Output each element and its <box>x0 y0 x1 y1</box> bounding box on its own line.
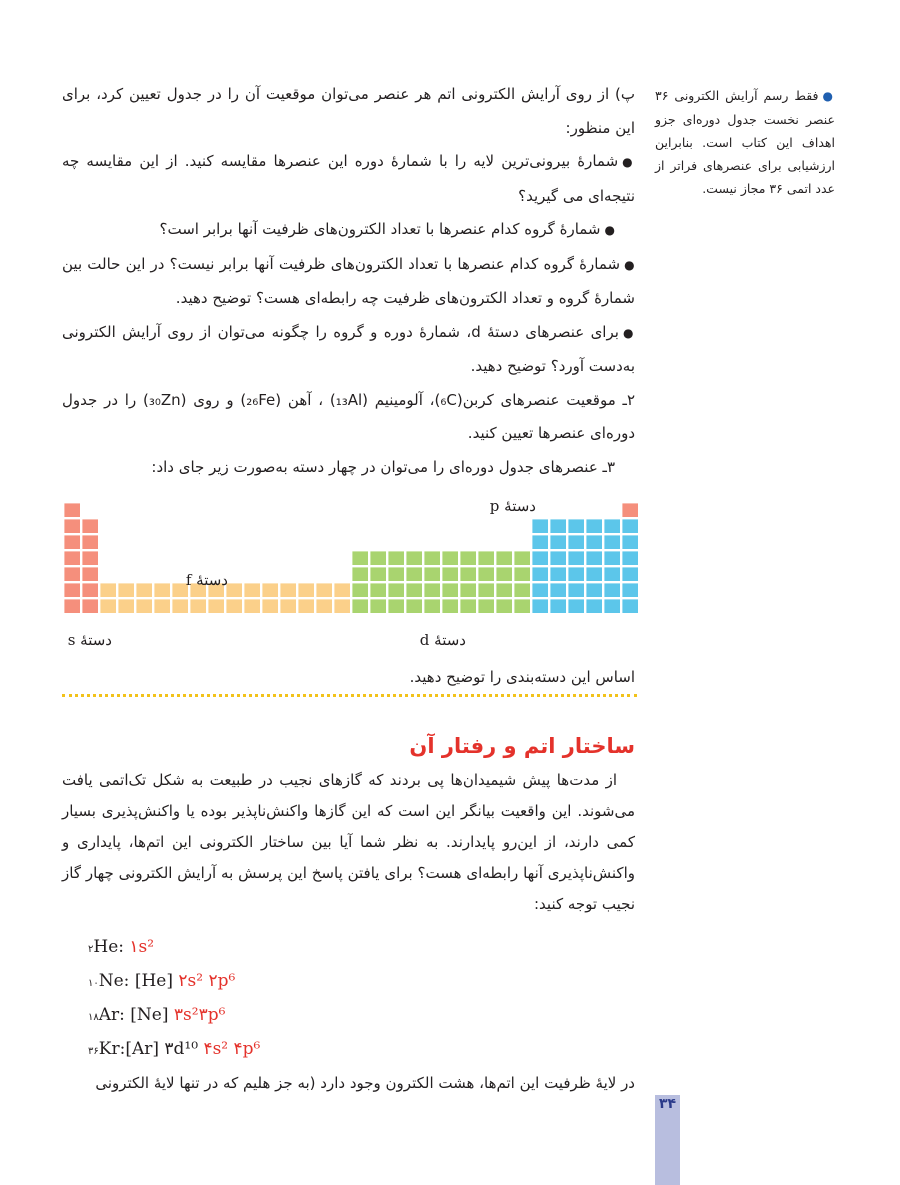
element-cell <box>586 519 602 533</box>
p-block-label: دستهٔ p <box>489 497 536 515</box>
element-cell <box>154 583 170 597</box>
element-cell <box>424 583 440 597</box>
element-cell <box>478 551 494 565</box>
element-cell <box>172 599 188 613</box>
page-number: ۳۴ <box>658 1096 677 1112</box>
element-cell <box>352 551 368 565</box>
element-cell <box>334 583 350 597</box>
element-cell <box>190 599 206 613</box>
element-cell <box>64 535 80 549</box>
element-cell <box>568 535 584 549</box>
element-cell <box>244 583 260 597</box>
paragraph-text: از مدت‌ها پیش شیمیدان‌ها پی بردند که گازهای نجیب در طبیعت به شکل تک‌اتمی یافت می‌شوند. این واقعیت بیانگر این است که این گازها واکنش‌ناپذیر بوده یا واکنش‌پذیری بسیار کمی دارند، از این‌رو پایدارند. به نظر شما آیا بین ساختار الکترونی این اتم‌ها، پایداری و واکنش‌ناپذیری آنها رابطه‌ای هست؟ برای یافتن پاسخ این پرسش به آرایش الکترونی چهار گاز نجیب توجه کنید: <box>62 771 635 913</box>
element-cell <box>298 599 314 613</box>
element-cell <box>478 567 494 581</box>
element-cell <box>514 583 530 597</box>
element-cell <box>244 599 260 613</box>
s-block-label: دستهٔ s <box>67 631 112 649</box>
element-cell <box>388 567 404 581</box>
element-cell <box>550 567 566 581</box>
element-cell <box>460 583 476 597</box>
element-cell <box>154 599 170 613</box>
element-cell <box>406 567 422 581</box>
element-cell <box>550 551 566 565</box>
element-cell <box>532 535 548 549</box>
element-cell <box>316 583 332 597</box>
element-cell <box>370 567 386 581</box>
element-cell <box>82 567 98 581</box>
element-cell <box>604 599 620 613</box>
element-cell <box>316 599 332 613</box>
bullet-item: ● شمارهٔ گروه کدام عنصرها با تعداد الکترون‌های ظرفیت آنها برابر است؟ <box>62 213 635 248</box>
element-cell <box>64 567 80 581</box>
element-cell <box>622 519 638 533</box>
element-cell <box>622 503 638 517</box>
element-cell <box>586 567 602 581</box>
element-cell <box>496 567 512 581</box>
exercise-text <box>62 78 635 484</box>
element-cell <box>388 551 404 565</box>
element-cell <box>280 583 296 597</box>
element-cell <box>442 567 458 581</box>
intro-paragraph: پ) از روی آرایش الکترونی اتم هر عنصر می‌توان موقعیت آن را در جدول تعیین کرد، برای این منظور: <box>62 85 635 137</box>
bullet-dot-icon: ● <box>822 89 835 103</box>
element-cell <box>352 567 368 581</box>
element-cell <box>532 599 548 613</box>
element-cell <box>82 519 98 533</box>
element-cell <box>550 599 566 613</box>
config-line: ۲He: ۱s² <box>88 937 155 957</box>
element-cell <box>586 535 602 549</box>
element-cell <box>424 567 440 581</box>
element-cell <box>604 519 620 533</box>
section-heading: ساختار اتم و رفتار آن <box>409 734 635 758</box>
element-cell <box>208 599 224 613</box>
element-cell <box>64 599 80 613</box>
element-cell <box>298 583 314 597</box>
element-cell <box>496 551 512 565</box>
element-cell <box>568 583 584 597</box>
element-cell <box>424 599 440 613</box>
element-cell <box>604 583 620 597</box>
element-cell <box>136 583 152 597</box>
last-line: در لایهٔ ظرفیت این اتم‌ها، هشت الکترون وجود دارد (به جز هلیم که در تنها لایهٔ الکترونی <box>95 1074 635 1092</box>
element-cell <box>622 535 638 549</box>
element-cell <box>406 599 422 613</box>
element-cell <box>118 599 134 613</box>
element-cell <box>622 599 638 613</box>
element-cell <box>532 551 548 565</box>
element-cell <box>100 599 116 613</box>
element-cell <box>64 503 80 517</box>
element-cell <box>532 567 548 581</box>
element-cell <box>478 583 494 597</box>
element-cell <box>334 599 350 613</box>
element-cell <box>82 551 98 565</box>
element-cell <box>568 599 584 613</box>
element-cell <box>604 535 620 549</box>
element-cell <box>586 583 602 597</box>
f-block-label: دستهٔ f <box>185 571 228 589</box>
table-cells <box>64 503 638 613</box>
element-cell <box>460 567 476 581</box>
element-cell <box>550 583 566 597</box>
element-cell <box>226 599 242 613</box>
element-cell <box>586 551 602 565</box>
element-cell <box>604 551 620 565</box>
bullet-item: ● شمارهٔ گروه کدام عنصرها با تعداد الکترون‌های ظرفیت آنها برابر نیست؟ در این حالت بین شمارهٔ گروه و تعداد الکترون‌های ظرفیت چه رابطه‌ای هست؟ توضیح دهید. <box>62 248 635 316</box>
element-cell <box>64 551 80 565</box>
element-cell <box>262 599 278 613</box>
periodic-table-blocks <box>60 492 640 657</box>
element-cell <box>226 583 242 597</box>
element-cell <box>64 583 80 597</box>
element-cell <box>532 583 548 597</box>
config-line: ۳۶Kr:[Ar] ۳d¹⁰ ۴s² ۴p⁶ <box>88 1039 261 1059</box>
element-cell <box>424 551 440 565</box>
element-cell <box>100 583 116 597</box>
config-line: ۱۰Ne: [He] ۲s² ۲p⁶ <box>88 971 236 991</box>
element-cell <box>586 599 602 613</box>
element-cell <box>352 599 368 613</box>
element-cell <box>388 583 404 597</box>
element-cell <box>568 567 584 581</box>
element-cell <box>406 551 422 565</box>
element-cell <box>82 583 98 597</box>
electron-configurations <box>88 930 488 1066</box>
element-cell <box>496 599 512 613</box>
element-cell <box>568 551 584 565</box>
element-cell <box>442 551 458 565</box>
element-cell <box>82 535 98 549</box>
element-cell <box>406 583 422 597</box>
table-caption: اساس این دسته‌بندی را توضیح دهید. <box>409 668 635 686</box>
element-cell <box>478 599 494 613</box>
element-cell <box>442 583 458 597</box>
element-cell <box>514 567 530 581</box>
element-cell <box>496 583 512 597</box>
element-cell <box>136 599 152 613</box>
element-cell <box>550 535 566 549</box>
config-line: ۱۸Ar: [Ne] ۳s²۳p⁶ <box>88 1005 226 1025</box>
side-note: ●فقط رسم آرایش الکترونی ۳۶ عنصر نخست جدول دوره‌ای جزو اهداف این کتاب است. بنابراین ارزشیابی برای عنصرهای فراتر از عدد اتمی ۳۶ مجاز نیست. <box>655 88 835 196</box>
element-cell <box>388 599 404 613</box>
element-cell <box>514 551 530 565</box>
element-cell <box>514 599 530 613</box>
element-cell <box>442 599 458 613</box>
element-cell <box>262 583 278 597</box>
element-cell <box>550 519 566 533</box>
element-cell <box>622 551 638 565</box>
element-cell <box>460 551 476 565</box>
bullet-item: ● شمارهٔ بیرونی‌ترین لایه را با شمارهٔ دوره این عنصرها مقایسه کنید. از این مقایسه چه نتیجه‌ای می گیرید؟ <box>62 145 635 213</box>
element-cell <box>370 551 386 565</box>
question-3: ۳ـ عنصرهای جدول دوره‌ای را می‌توان در چهار دسته به‌صورت زیر جای داد: <box>151 457 615 476</box>
element-cell <box>532 519 548 533</box>
element-cell <box>64 519 80 533</box>
element-cell <box>82 599 98 613</box>
section-paragraph <box>62 765 635 920</box>
element-cell <box>604 567 620 581</box>
question-2: ۲ـ موقعیت عنصرهای کربن(₆C)، آلومینیم (₁₃Al) ، آهن (₂₆Fe) و روی (₃₀Zn) را در جدول دوره‌ای عنصرها تعیین کنید. <box>62 390 635 442</box>
element-cell <box>622 583 638 597</box>
element-cell <box>460 599 476 613</box>
element-cell <box>352 583 368 597</box>
element-cell <box>280 599 296 613</box>
element-cell <box>568 519 584 533</box>
element-cell <box>370 599 386 613</box>
d-block-label: دستهٔ d <box>419 631 466 649</box>
element-cell <box>622 567 638 581</box>
bullet-item: ● برای عنصرهای دستهٔ d، شمارهٔ دوره و گروه را چگونه می‌توان از روی آرایش الکترونی به‌دست آورد؟ توضیح دهید. <box>62 316 635 384</box>
element-cell <box>118 583 134 597</box>
dotted-divider <box>62 694 637 697</box>
element-cell <box>370 583 386 597</box>
